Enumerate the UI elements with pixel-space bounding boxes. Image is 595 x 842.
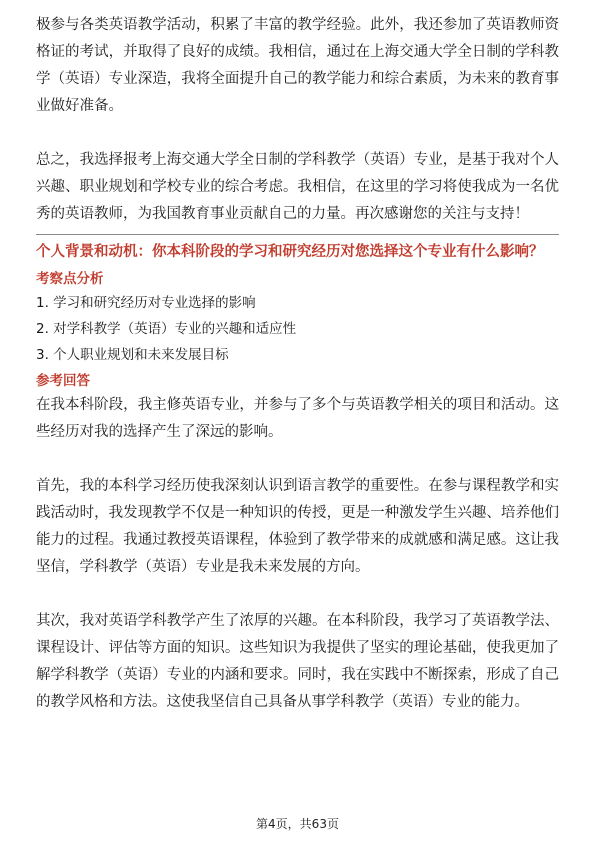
analysis-item: 1. 学习和研究经历对专业选择的影响 xyxy=(36,295,256,311)
page-footer: 第4页，共63页 xyxy=(256,817,339,831)
answer-title: 参考回答 xyxy=(36,373,90,389)
section-divider xyxy=(36,234,559,235)
answer-paragraph-3: 其次，我对英语学科教学产生了浓厚的兴趣。在本科阶段，我学习了英语教学法、课程设计、评估等方面的知识。这些知识为我提供了坚实的理论基础，使我更加了解学科教学（英语）专业的内涵和要求。同时，我在实践中不断探索，形成了自己的教学风格和方法。这使我坚信自己具备从事学科教学（英语）专业的能力。 xyxy=(36,613,559,710)
document-page xyxy=(36,12,559,716)
intro-paragraph-2: 总之，我选择报考上海交通大学全日制的学科教学（英语）专业，是基于我对个人兴趣、职业规划和学校专业的综合考虑。我相信，在这里的学习将使我成为一名优秀的英语教师，为我国教育事业贡献自己的力量。再次感谢您的关注与支持！ xyxy=(36,152,559,222)
answer-paragraph-2: 首先，我的本科学习经历使我深刻认识到语言教学的重要性。在参与课程教学和实践活动时，我发现教学不仅是一种知识的传授，更是一种激发学生兴趣、培养他们能力的过程。我通过教授英语课程，体验到了教学带来的成就感和满足感。这让我坚信，学科教学（英语）专业是我未来发展的方向。 xyxy=(36,478,559,575)
paragraph-gap xyxy=(36,120,559,147)
analysis-list xyxy=(36,290,559,368)
question-heading: 个人背景和动机：你本科阶段的学习和研究经历对您选择这个专业有什么影响？ xyxy=(36,244,544,260)
analysis-item: 2. 对学科教学（英语）专业的兴趣和适应性 xyxy=(36,321,297,337)
paragraph-gap xyxy=(36,446,559,473)
analysis-item: 3. 个人职业规划和未来发展目标 xyxy=(36,347,229,363)
intro-paragraph-1: 极参与各类英语教学活动，积累了丰富的教学经验。此外，我还参加了英语教师资格证的考试，并取得了良好的成绩。我相信，通过在上海交通大学全日制的学科教学（英语）专业深造，我将全面提升自己的教学能力和综合素质，为未来的教育事业做好准备。 xyxy=(36,17,559,114)
analysis-title: 考察点分析 xyxy=(36,271,104,287)
paragraph-gap xyxy=(36,581,559,608)
answer-paragraph-1: 在我本科阶段，我主修英语专业，并参与了多个与英语教学相关的项目和活动。这些经历对我的选择产生了深远的影响。 xyxy=(36,397,559,440)
